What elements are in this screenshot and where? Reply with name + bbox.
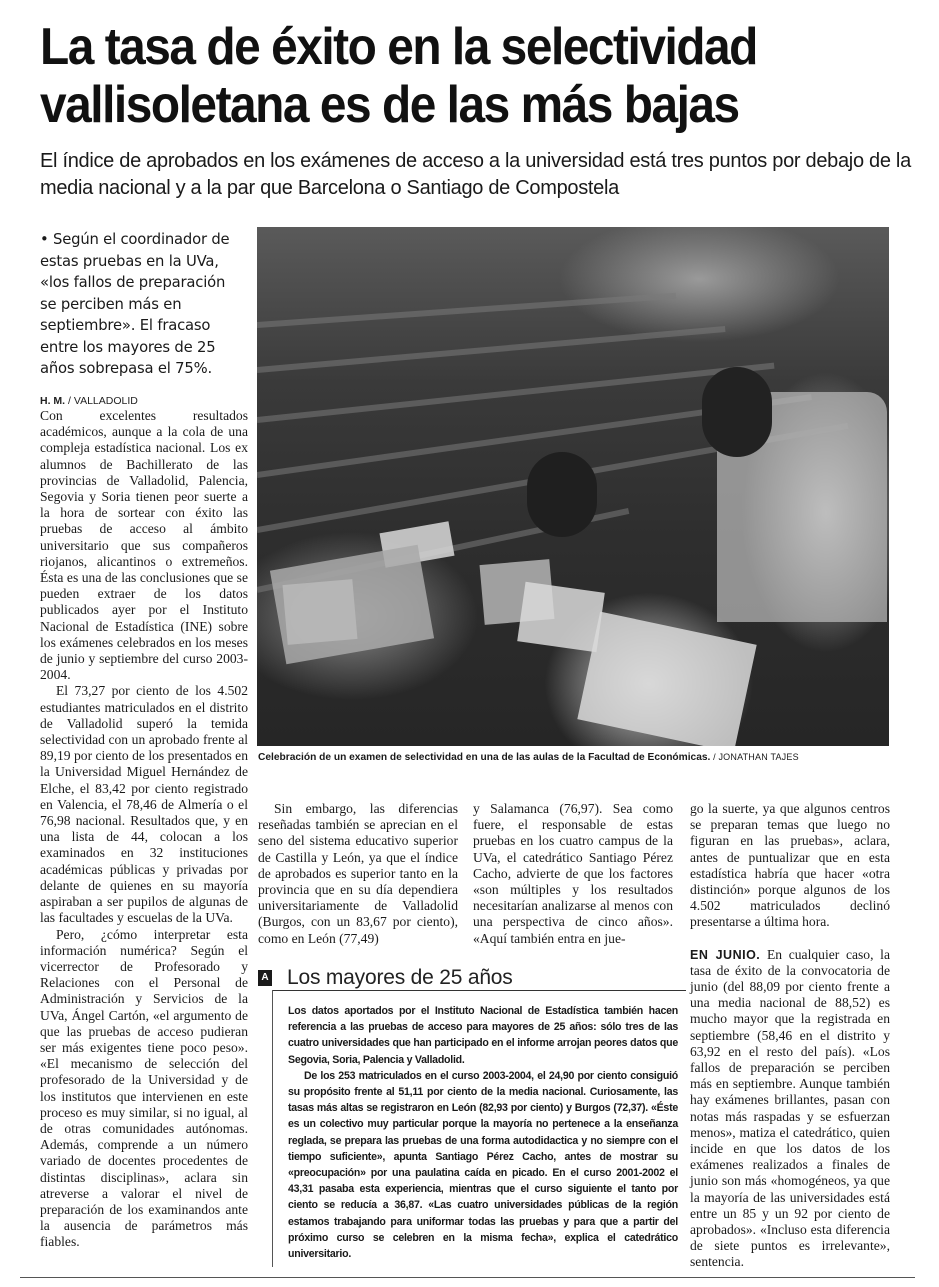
headline-line-2: vallisoletana es de las más bajas [40,76,739,134]
byline [40,395,255,407]
article-photo [257,227,889,746]
byline-location: / VALLADOLID [65,395,138,407]
body-paragraph: EN JUNIO. En cualquier caso, la tasa de éxito de la convocatoria de junio (del 88,09 por ciento frente a una media nacional de 88,52) es mucho mayor que la registrada en septiembre (58,46 en el distrito y 63,92 en el resto del país). «Los fallos de preparación se perciben más en septiembre. Aunque también hay exámenes brillantes, pasan con notas más raspadas y se esfuerzan menos», matiza el catedrático, quien incide en que los datos de los exámenes realizados a finales de junio son más «homogéneos, ya que la mayoría de las universidades está entre un 85 y un 92 por ciento de aprobados». «Incluso esta diferencia de siete puntos es irrelevante», sentencia. [690,946,890,1270]
subheadline: El índice de aprobados en los exámenes de acceso a la universidad está tres puntos por debajo de la media nacional y a la par que Barcelona o Santiago de Compostela [40,150,911,199]
body-column-2 [258,801,458,947]
sidebar-box-body [288,1003,678,1262]
photo-credit: / JONATHAN TAJES [710,752,799,762]
body-column-4 [690,801,890,1271]
section-lead-in: EN JUNIO. [690,947,761,962]
body-paragraph: go la suerte, ya que algunos centros se preparan temas que luego no figuran en las pruebas», aclara, antes de puntualizar que en esta estadística habría que hacer «otra distinción» porque algunos de los 4.502 matriculados declinó presentarse a última hora. [690,801,890,930]
box-paragraph: Los datos aportados por el Instituto Nacional de Estadística también hacen referencia a las pruebas de acceso para mayores de 25 años: sólo tres de las cuatro universidades que han participado en el informe arrojan peores datos que Segovia, Soria, Palencia y Valladolid. [288,1005,678,1066]
body-paragraph: Pero, ¿cómo interpretar esta información numérica? Según el vicerrector de Profesorado y Relaciones con el Personal de Administración y Servicios de la UVa, Ángel Cartón, «el argumento de que las pruebas de acceso pudieran ser más exigentes tiene poco peso». «El mecanismo de selección del profesorado de la Universidad y de los institutos que intervienen en este proceso es muy similar, si no igual, al de otras comunidades autónomas. Además, comprende a un número variado de docentes procedentes de distintas disciplinas», aclara sin atreverse a valorar el nivel de preparación de los examinandos ante la ausencia de parámetros más fiables. [40,926,248,1250]
body-paragraph: El 73,27 por ciento de los 4.502 estudiantes matriculados en el distrito de Valladolid superó la temida selectividad con un aprobado frente al 89,19 por ciento de los presentados en la Universidad Miguel Hernández de Elche, el 83,42 por ciento registrado en Valencia, el 78,46 de Almería o el 76,98 nacional. Resultados que, y en una lista de 44, colocan a los examinados en 32 instituciones académicas públicas y privadas por delante de quienes en su mayoría aspiraban a ser pupilos de algunas de las facultades y escuelas de la UVa. [40,683,249,926]
byline-author: H. M. [40,395,66,407]
divider [272,990,273,1267]
headline-line-1: La tasa de éxito en la selectividad [40,18,757,76]
body-paragraph: Con excelentes resultados académicos, aunque a la cola de una compleja estadística nacional. Los ex alumnos de Bachillerato de las provincias de Valladolid, Palencia, Segovia y Soria tienen peor suerte a la hora de sortear con éxito las pruebas de acceso al ámbito universitario que sus compañeros riojanos, alicantinos o extremeños. Ésta es una de las conclusiones que se pueden extraer de los datos publicados ayer por el Instituto Nacional de Estadística (INE) sobre los exámenes celebrados en los meses de junio y septiembre del curso 2003-2004. [40,408,248,683]
divider [20,1277,915,1278]
body-column-1 [40,408,248,1251]
photo-caption [258,752,898,763]
pull-quote: • Según el coordinador de estas pruebas en la UVa, «los fallos de preparación se perciben más en septiembre». El fracaso entre los mayores de 25 años sobrepasa el 75%. [40,231,230,377]
headline [40,18,850,134]
body-paragraph: y Salamanca (76,97). Sea como fuere, el responsable de estas pruebas en los cuatro campus de la UVa, el catedrático Santiago Pérez Cacho, advierte de que los factores «son múltiples y los resultados necesitarían analizarse al menos con una perspectiva de cinco años». «Aquí también entra en jue- [473,801,673,946]
body-paragraph: Sin embargo, las diferencias reseñadas también se aprecian en el seno del sistema educativo superior de Castilla y León, ya que el índice de aprobados es superior tanto en la provincia que en su día dependiera universitariamente de Valladolid (Burgos, con un 83,67 por ciento), como en León (77,49) [258,801,458,946]
divider [272,990,686,991]
body-column-3 [473,801,673,947]
sidebar-box-title: Los mayores de 25 años [287,966,513,989]
box-paragraph: De los 253 matriculados en el curso 2003-2004, el 24,90 por ciento consiguió su propósito frente al 51,11 por ciento de la media nacional. Curiosamente, las tasas más altas se registraron en León (82,93 por ciento) y Burgos (72,37). «Éste es un colectivo muy particular porque la mayoría no pertenece a la enseñanza reglada, se prepara las pruebas de una forma autodidactica y no siempre con el tiempo suficiente», apunta Santiago Pérez Cacho, antes de mostrar su «preocupación» por una paulatina caída en picado. En el curso 2001-2002 el 43,31 pasaba esta experiencia, mientras que el curso siguiente el tanto por ciento se reducía a 36,87. «Las cuatro universidades públicas de la región estamos trabajando para uniformar todas las pruebas y para que a partir del próximo curso se celebren en la misma fecha», explica el catedrático universitario. [288,1069,678,1261]
section-icon: A [258,970,272,986]
caption-text: Celebración de un examen de selectividad en una de las aulas de la Facultad de Económicas. [258,752,711,763]
